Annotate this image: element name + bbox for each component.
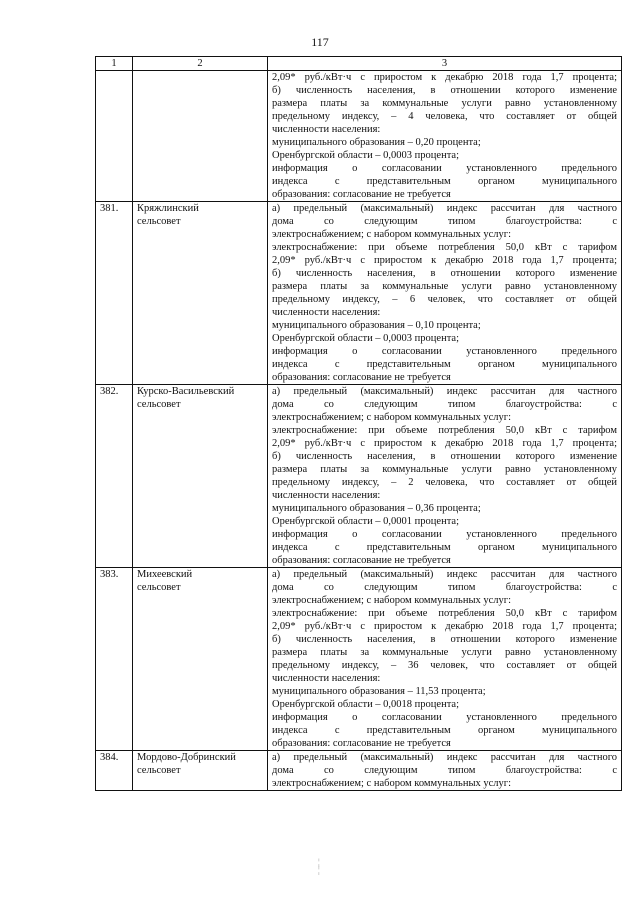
text-line: размера платы за коммунальные услуги равно установленному bbox=[272, 464, 617, 475]
text-line: электроснабжением; с набором коммунальных услуг: bbox=[272, 778, 511, 789]
index-description bbox=[268, 568, 622, 751]
text-line: б) численность населения, в отношении которого изменение bbox=[272, 634, 617, 645]
text-line: электроснабжением; с набором коммунальных услуг: bbox=[272, 412, 511, 423]
text-line: 2,09* руб./кВт·ч с приростом к декабрю 2018 года 1,7 процента; bbox=[272, 72, 617, 83]
text-line: дома со следующим типом благоустройства: с bbox=[272, 582, 617, 593]
text-line: предельному индексу, – 4 человека, что составляет от общей bbox=[272, 111, 617, 122]
row-number: 383. bbox=[96, 568, 133, 751]
municipality-name bbox=[133, 202, 268, 385]
row-number: 384. bbox=[96, 751, 133, 791]
table-row bbox=[96, 568, 622, 751]
text-line: б) численность населения, в отношении которого изменение bbox=[272, 451, 617, 462]
continuation-row bbox=[96, 71, 622, 202]
table-row bbox=[96, 202, 622, 385]
text-line: информация о согласовании установленного предельного bbox=[272, 712, 617, 723]
text-line: информация о согласовании установленного предельного bbox=[272, 346, 617, 357]
text-line: электроснабжением; с набором коммунальных услуг: bbox=[272, 595, 511, 606]
text-line: а) предельный (максимальный) индекс рассчитан для частного bbox=[272, 203, 617, 214]
text-line: численности населения: bbox=[272, 307, 381, 318]
continuation-name-cell bbox=[133, 71, 268, 202]
header-col-3: 3 bbox=[268, 57, 622, 71]
text-line: образования: согласование не требуется bbox=[272, 738, 451, 749]
text-line: индекса с представительным органом муниципального bbox=[272, 359, 617, 370]
text-line: численности населения: bbox=[272, 124, 381, 135]
text-line: 2,09* руб./кВт·ч с приростом к декабрю 2018 года 1,7 процента; bbox=[272, 255, 617, 266]
text-line: образования: согласование не требуется bbox=[272, 372, 451, 383]
text-line: информация о согласовании установленного предельного bbox=[272, 163, 617, 174]
municipality-name bbox=[133, 568, 268, 751]
text-line: 2,09* руб./кВт·ч с приростом к декабрю 2018 года 1,7 процента; bbox=[272, 438, 617, 449]
text-line: Оренбургской области – 0,0018 процента; bbox=[272, 699, 459, 710]
index-description bbox=[268, 385, 622, 568]
municipality-name bbox=[133, 751, 268, 791]
text-line: информация о согласовании установленного предельного bbox=[272, 529, 617, 540]
text-line: предельному индексу, – 2 человека, что составляет от общей bbox=[272, 477, 617, 488]
text-line: электроснабжение: при объеме потребления 50,0 кВт с тарифом bbox=[272, 242, 617, 253]
text-line: Оренбургской области – 0,0003 процента; bbox=[272, 333, 459, 344]
text-line: предельному индексу, – 6 человек, что составляет от общей bbox=[272, 294, 617, 305]
text-line: численности населения: bbox=[272, 673, 381, 684]
text-line: дома со следующим типом благоустройства: с bbox=[272, 765, 617, 776]
municipality-name-line: Мордово-Добринский bbox=[137, 752, 236, 763]
index-description bbox=[268, 202, 622, 385]
page-number: 117 bbox=[311, 35, 329, 49]
municipality-name-line: сельсовет bbox=[137, 765, 181, 776]
text-line: индекса с представительным органом муниципального bbox=[272, 725, 617, 736]
text-line: размера платы за коммунальные услуги равно установленному bbox=[272, 98, 617, 109]
text-line: Оренбургской области – 0,0001 процента; bbox=[272, 516, 459, 527]
text-line: численности населения: bbox=[272, 490, 381, 501]
text-line: а) предельный (максимальный) индекс рассчитан для частного bbox=[272, 569, 617, 580]
text-line: Оренбургской области – 0,0003 процента; bbox=[272, 150, 459, 161]
text-line: индекса с представительным органом муниципального bbox=[272, 542, 617, 553]
continuation-text-cell bbox=[268, 71, 622, 202]
text-line: электроснабжение: при объеме потребления 50,0 кВт с тарифом bbox=[272, 608, 617, 619]
header-col-1: 1 bbox=[96, 57, 133, 71]
municipality-name-line: Курско-Васильевский bbox=[137, 386, 235, 397]
text-line: образования: согласование не требуется bbox=[272, 555, 451, 566]
municipality-name bbox=[133, 385, 268, 568]
text-line: а) предельный (максимальный) индекс рассчитан для частного bbox=[272, 752, 617, 763]
text-line: дома со следующим типом благоустройства: с bbox=[272, 399, 617, 410]
municipality-name-line: сельсовет bbox=[137, 216, 181, 227]
text-line: индекса с представительным органом муниципального bbox=[272, 176, 617, 187]
text-line: электроснабжение: при объеме потребления 50,0 кВт с тарифом bbox=[272, 425, 617, 436]
continuation-num-cell bbox=[96, 71, 133, 202]
text-line: муниципального образования – 11,53 процента; bbox=[272, 686, 486, 697]
text-line: размера платы за коммунальные услуги равно установленному bbox=[272, 281, 617, 292]
municipality-name-line: Кряжлинский bbox=[137, 203, 199, 214]
text-line: муниципального образования – 0,10 процента; bbox=[272, 320, 481, 331]
text-line: дома со следующим типом благоустройства: с bbox=[272, 216, 617, 227]
tariff-index-table bbox=[95, 56, 622, 791]
table-row bbox=[96, 751, 622, 791]
text-line: предельному индексу, – 36 человек, что составляет от общей bbox=[272, 660, 617, 671]
text-line: а) предельный (максимальный) индекс рассчитан для частного bbox=[272, 386, 617, 397]
index-description bbox=[268, 751, 622, 791]
text-line: муниципального образования – 0,20 процента; bbox=[272, 137, 481, 148]
text-line: муниципального образования – 0,36 процента; bbox=[272, 503, 481, 514]
text-line: б) численность населения, в отношении которого изменение bbox=[272, 85, 617, 96]
header-col-2: 2 bbox=[133, 57, 268, 71]
text-line: 2,09* руб./кВт·ч с приростом к декабрю 2018 года 1,7 процента; bbox=[272, 621, 617, 632]
text-line: электроснабжением; с набором коммунальных услуг: bbox=[272, 229, 511, 240]
row-number: 382. bbox=[96, 385, 133, 568]
municipality-name-line: сельсовет bbox=[137, 399, 181, 410]
scan-artifact: ¦ ¦ bbox=[318, 857, 320, 875]
table-row bbox=[96, 385, 622, 568]
text-line: образования: согласование не требуется bbox=[272, 189, 451, 200]
text-line: размера платы за коммунальные услуги равно установленному bbox=[272, 647, 617, 658]
row-number: 381. bbox=[96, 202, 133, 385]
municipality-name-line: Михеевский bbox=[137, 569, 193, 580]
municipality-name-line: сельсовет bbox=[137, 582, 181, 593]
text-line: б) численность населения, в отношении которого изменение bbox=[272, 268, 617, 279]
table-header-row bbox=[96, 57, 622, 71]
